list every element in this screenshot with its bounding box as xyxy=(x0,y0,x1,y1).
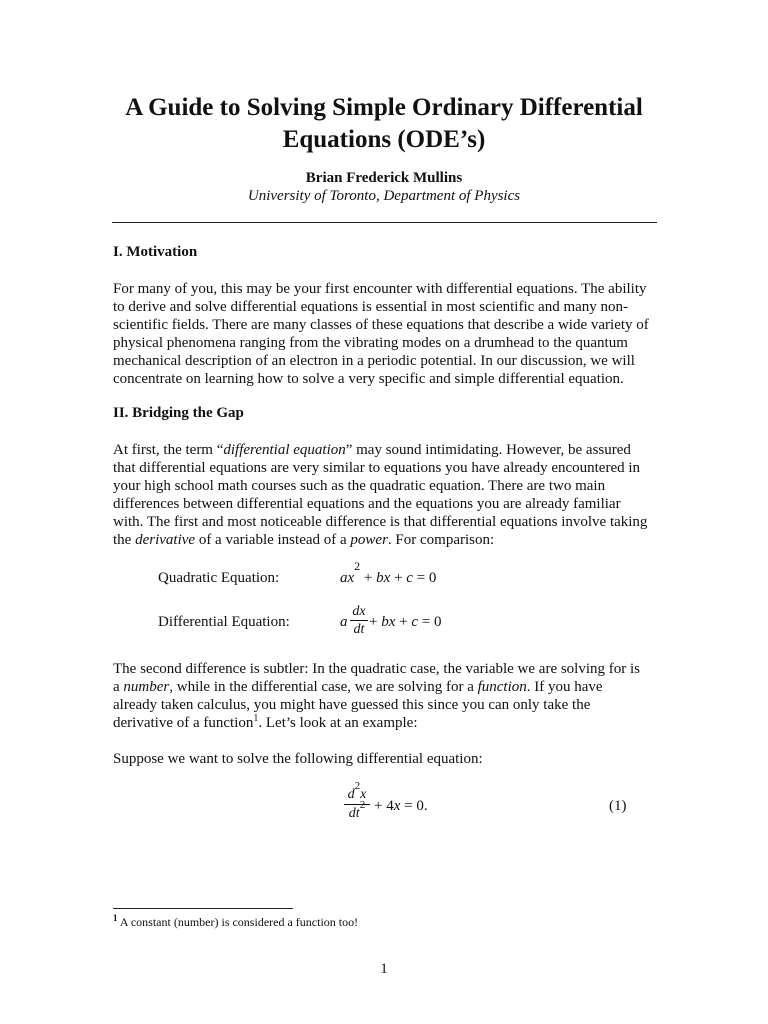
footnote-reference: 1 xyxy=(253,713,259,724)
title-line-2: Equations (ODE’s) xyxy=(282,126,486,153)
equation-number: (1) xyxy=(609,798,627,814)
text-line xyxy=(113,714,661,732)
document-title xyxy=(90,92,678,156)
differential-equation-rest: + bx + c = 0 xyxy=(369,614,442,630)
text-run: . If you have xyxy=(526,679,603,695)
text-line xyxy=(113,678,661,696)
text-run: ” may sound intimidating. However, be assured xyxy=(345,442,631,458)
text-run: At first, the term “ xyxy=(113,442,224,458)
text-line xyxy=(113,441,661,459)
text-line: your high school math courses such as the quadratic equation. There are two main xyxy=(113,478,606,494)
section-2-paragraph-3: Suppose we want to solve the following differential equation: xyxy=(113,751,483,767)
text-line: scientific fields. There are many classes of these equations that describe a wide variety of xyxy=(113,317,649,333)
text-line: already taken calculus, you might have guessed this since you can only take the xyxy=(113,697,591,713)
text-line: differences between differential equations and the equations you are already familiar xyxy=(113,496,621,512)
text-run: of a variable instead of a xyxy=(195,532,351,548)
emphasis-text: function xyxy=(477,679,527,695)
footnote-text: A constant (number) is considered a function too! xyxy=(117,915,359,929)
text-line: physical phenomena ranging from the vibrating modes on a drumhead to the quantum xyxy=(113,335,628,351)
footnote xyxy=(113,915,358,930)
text-run: the xyxy=(113,532,136,548)
emphasis-text: differential equation xyxy=(223,442,346,458)
text-run: . For comparison: xyxy=(387,532,495,548)
author-affiliation: University of Toronto, Department of Physics xyxy=(247,188,521,204)
text-line: concentrate on learning how to solve a very specific and simple differential equation. xyxy=(113,371,624,387)
text-line: mechanical description of an electron in a periodic potential. In our discussion, we will xyxy=(113,353,635,369)
text-run: , while in the differential case, we are solving for a xyxy=(169,679,478,695)
text-run: . Let’s look at an example: xyxy=(258,715,418,731)
text-line: The second difference is subtler: In the quadratic case, the variable we are solving for is xyxy=(113,661,641,677)
text-run: derivative of a function xyxy=(113,715,254,731)
dx-dt-fraction: $\frac{dx}{dt}$ xyxy=(350,603,368,638)
section-2-paragraph-1 xyxy=(113,441,661,549)
header-divider xyxy=(112,222,657,223)
differential-equation-a: a xyxy=(340,614,348,630)
section-1-paragraph xyxy=(113,280,661,388)
text-line: with. The first and most noticeable difference is that differential equations involve taking xyxy=(113,514,648,530)
emphasis-text: number xyxy=(123,679,170,695)
section-2-heading: II. Bridging the Gap xyxy=(113,405,244,421)
text-line xyxy=(113,531,661,549)
equation-1-rest: + 4x = 0. xyxy=(374,798,428,814)
quadratic-equation-label: Quadratic Equation: xyxy=(158,570,280,586)
text-line: that differential equations are very similar to equations you have already encountered in xyxy=(113,460,641,476)
page-number: 1 xyxy=(380,961,388,977)
differential-equation-label: Differential Equation: xyxy=(158,614,290,630)
section-2-paragraph-2 xyxy=(113,660,661,732)
text-run: a xyxy=(113,679,124,695)
emphasis-text: power xyxy=(350,532,388,548)
title-line-1: A Guide to Solving Simple Ordinary Differential xyxy=(125,94,643,121)
emphasis-text: derivative xyxy=(135,532,196,548)
text-line: to derive and solve differential equations is essential in most scientific and many non- xyxy=(113,299,629,315)
author-name: Brian Frederick Mullins xyxy=(305,170,463,186)
section-1-heading: I. Motivation xyxy=(113,244,198,260)
text-line: For many of you, this may be your first encounter with differential equations. The ability xyxy=(113,281,647,297)
quadratic-equation-formula: $ax^2$ + bx + c = 0 xyxy=(340,559,437,586)
footnote-mark: 1 xyxy=(113,913,118,923)
footnote-divider xyxy=(113,908,293,909)
d2x-dt2-fraction: $\frac{d^2x}{dt^2}$ xyxy=(344,786,370,823)
